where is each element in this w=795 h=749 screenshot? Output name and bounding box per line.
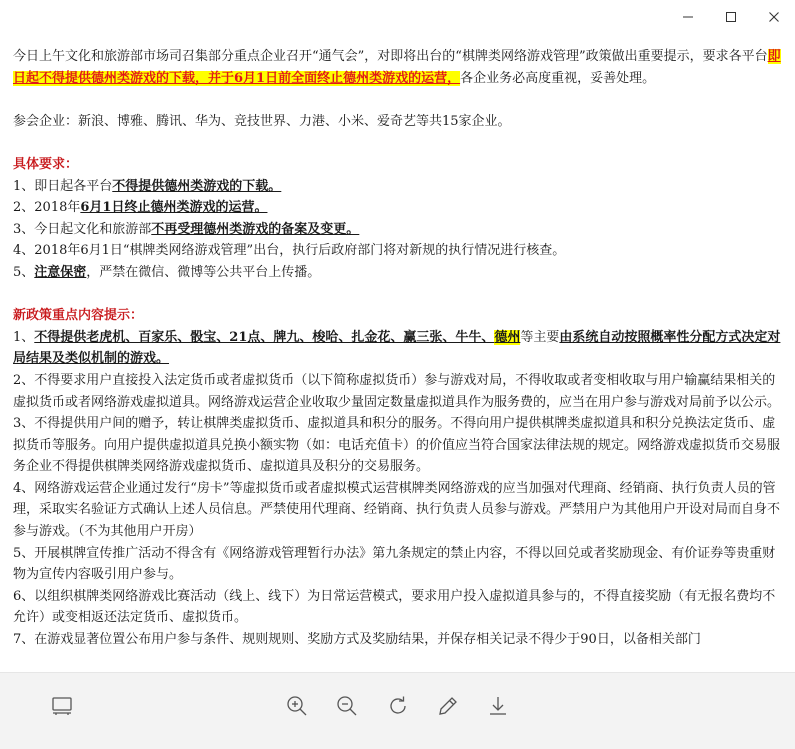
edit-icon xyxy=(436,694,460,718)
policy-item: 7、在游戏显著位置公布用户参与条件、规则规则、奖励方式及奖励结果，并保存相关记录不得少于90日，以备相关部门 xyxy=(13,632,701,648)
policy-item: 4、网络游戏运营企业通过发行“房卡”等虚拟货币或者虚拟模式运营棋牌类网络游戏的应当加强对代理商、经销商、执行负责人员的管理，采取实名验证方式确认上述人员信息。严禁使用代理商、经销商、执行负责人员参与游戏。严禁用户为其他用户开设对局而自身不参与游戏。（不为其他用户开房） xyxy=(13,480,781,540)
minimize-icon xyxy=(682,11,694,23)
zoom-out-icon xyxy=(335,694,359,718)
requirement-item: 1、即日起各平台不得提供德州类游戏的下载。 xyxy=(13,178,282,194)
slideshow-icon xyxy=(50,694,74,718)
intro-text: 今日上午文化和旅游部市场司召集部分重点企业召开“通气会”，对即将出台的“棋牌类网络游戏管理”政策做出重要提示，要求各平台 xyxy=(13,49,768,64)
intro-tail: 各企业务必高度重视，妥善处理。 xyxy=(460,70,656,86)
document-image xyxy=(13,46,783,672)
download-icon xyxy=(486,694,510,718)
maximize-button[interactable] xyxy=(720,6,742,28)
highlighted-notice: 即日起不得提供德州类游戏的下载，并于6月1日前全面终止德州类游戏的运营， xyxy=(13,49,781,86)
zoom-in-button[interactable] xyxy=(284,693,310,719)
requirement-item: 5、注意保密，严禁在微信、微博等公共平台上传播。 xyxy=(13,264,321,280)
policy-item: 3、不得提供用户间的赠予，转让棋牌类虚拟货币、虚拟道具和积分的服务。不得向用户提供棋牌类虚拟道具和积分兑换法定货币、虚拟货币等服务。向用户提供虚拟道具兑换小额实物（如：电话充值卡）的价值应当符合国家法律法规的规定。网络游戏虚拟货币交易服务企业不得提供棋牌类网络游戏虚拟货币、虚拟道具及积分的交易服务。 xyxy=(13,416,781,475)
intro-paragraph xyxy=(13,46,783,89)
requirements-heading: 具体要求： xyxy=(13,156,79,172)
close-button[interactable] xyxy=(763,6,785,28)
zoom-in-icon xyxy=(285,694,309,718)
highlighted-word: 德州 xyxy=(494,329,521,345)
rotate-button[interactable] xyxy=(385,693,411,719)
close-icon xyxy=(768,11,780,23)
requirement-item: 2、2018年6月1日终止德州类游戏的运营。 xyxy=(13,200,268,216)
zoom-out-button[interactable] xyxy=(334,693,360,719)
policy-item: 2、不得要求用户直接投入法定货币或者虚拟货币（以下简称虚拟货币）参与游戏对局，不得收取或者变相收取与用户输赢结果相关的虚拟货币或者网络游戏虚拟道具。网络游戏运营企业收取少量固定数量虚拟道具作为服务费的，应当在用户参与游戏对局前予以公示。 xyxy=(13,372,781,410)
viewer-toolbar xyxy=(0,672,795,749)
minimize-button[interactable] xyxy=(677,6,699,28)
requirement-item: 3、今日起文化和旅游部不再受理德州类游戏的备案及变更。 xyxy=(13,221,360,237)
policy-heading: 新政策重点内容提示： xyxy=(13,308,144,324)
rotate-icon xyxy=(386,694,410,718)
policy-item: 5、开展棋牌宣传推广活动不得含有《网络游戏管理暂行办法》第九条规定的禁止内容，不得以回兑或者奖励现金、有价证券等贵重财物为宣传内容吸引用户参与。 xyxy=(13,545,776,583)
maximize-icon xyxy=(725,11,737,23)
download-button[interactable] xyxy=(485,693,511,719)
edit-button[interactable] xyxy=(435,693,461,719)
slideshow-button[interactable] xyxy=(49,693,75,719)
title-bar xyxy=(0,0,795,34)
policy-item-1: 1、不得提供老虎机、百家乐、骰宝、21点、牌九、梭哈、扎金花、赢三张、牛牛、德州等主要由系统自动按照概率性分配方式决定对局结果及类似机制的游戏。 xyxy=(13,329,781,367)
policy-item: 6、以组织棋牌类网络游戏比赛活动（线上、线下）为日常运营模式，要求用户投入虚拟道具参与的，不得直接奖励（有无报名费均不允许）或变相返还法定货币、虚拟货币。 xyxy=(13,588,776,626)
attendees-text: 参会企业：新浪、博雅、腾讯、华为、竞技世界、力港、小米、爱奇艺等共15家企业。 xyxy=(13,113,511,129)
requirement-item: 4、2018年6月1日“棋牌类网络游戏管理”出台，执行后政府部门将对新规的执行情况进行核查。 xyxy=(13,243,566,259)
